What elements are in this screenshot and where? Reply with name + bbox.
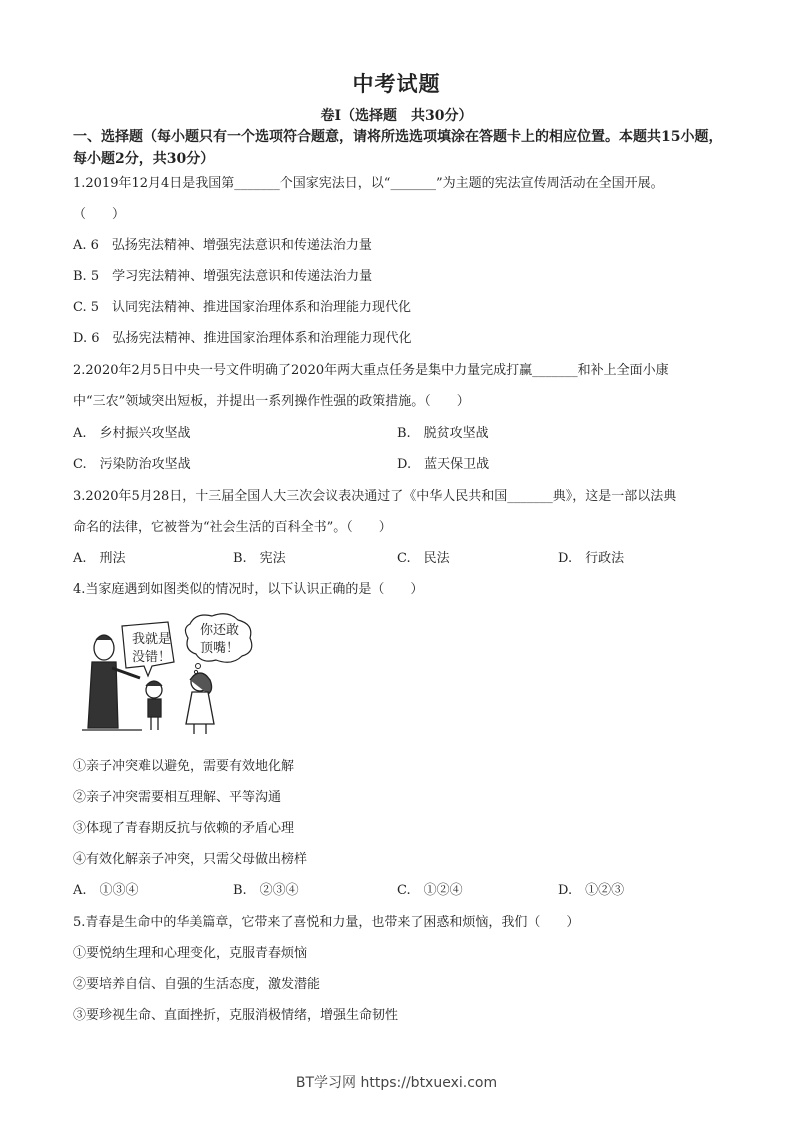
q4-option-d: D. ①②③ [558, 883, 625, 898]
mother-speech-text-line2: 顶嘴！ [200, 641, 240, 656]
mother-figure [186, 673, 214, 734]
mother-speech-text-line1: 你还敢 [200, 623, 240, 638]
section-heading: 一、选择题（每小题只有一个选项符合题意，请将所选选项填涂在答题卡上的相应位置。本题共15小题，每小题2分，共30分） [73, 129, 723, 167]
q1-option-a: A. 6 弘扬宪法精神、增强宪法意识和传递法治力量 [73, 238, 372, 253]
child-speech-text-line2: 没错！ [132, 650, 172, 665]
q4-option-a: A. ①③④ [73, 883, 139, 898]
q4-statement-3: ③体现了青春期反抗与依赖的矛盾心理 [73, 821, 295, 836]
parent-child-conflict-cartoon [82, 610, 260, 738]
q1-option-d: D. 6 弘扬宪法精神、推进国家治理体系和治理能力现代化 [73, 331, 412, 346]
q5-statement-1: ①要悦纳生理和心理变化，克服青春烦恼 [73, 946, 308, 961]
q3-option-c: C. 民法 [397, 551, 450, 566]
q3-stem-line1: 3.2020年5月28日，十三届全国人大三次会议表决通过了《中华人民共和国_______典》，这是一部以法典 [73, 489, 677, 504]
q2-option-c: C. 污染防治攻坚战 [73, 457, 191, 472]
q2-option-a: A. 乡村振兴攻坚战 [73, 426, 191, 441]
q4-option-c: C. ①②④ [397, 883, 463, 898]
q2-option-d: D. 蓝天保卫战 [397, 457, 490, 472]
q5-statement-3: ③要珍视生命、直面挫折，克服消极情绪，增强生命韧性 [73, 1008, 399, 1023]
q1-option-b: B. 5 学习宪法精神、增强宪法意识和传递法治力量 [73, 269, 373, 284]
site-footer: BT学习网 https://btxuexi.com [295, 1075, 498, 1091]
q3-stem-line2: 命名的法律，它被誉为“社会生活的百科全书”。（ ） [73, 520, 392, 535]
q5-statement-2: ②要培养自信、自强的生活态度，激发潜能 [73, 977, 321, 992]
child-figure [146, 681, 162, 730]
child-speech-bubble [122, 622, 174, 676]
q2-stem-line2: 中“三农”领域突出短板，并提出一系列操作性强的政策措施。（ ） [73, 394, 470, 409]
child-speech-text-line1: 我就是 [132, 632, 172, 647]
q4-option-b: B. ②③④ [233, 883, 299, 898]
q3-option-a: A. 刑法 [73, 551, 126, 566]
q3-option-d: D. 行政法 [558, 551, 625, 566]
q2-option-b: B. 脱贫攻坚战 [397, 426, 489, 441]
q5-stem: 5.青春是生命中的华美篇章，它带来了喜悦和力量，也带来了困惑和烦恼，我们（ ） [73, 915, 580, 930]
exam-title: 中考试题 [352, 71, 441, 96]
q1-option-c: C. 5 认同宪法精神、推进国家治理体系和治理能力现代化 [73, 300, 412, 315]
q1-stem: 1.2019年12月4日是我国第_______个国家宪法日，以“_______”为主题的宪法宣传周活动在全国开展。 [73, 176, 664, 191]
q4-statement-2: ②亲子冲突需要相互理解、平等沟通 [73, 790, 282, 805]
q1-answer-paren: （ ） [73, 207, 126, 222]
q4-statement-1: ①亲子冲突难以避免，需要有效地化解 [73, 759, 295, 774]
q4-stem: 4.当家庭遇到如图类似的情况时，以下认识正确的是（ ） [73, 582, 424, 597]
q4-statement-4: ④有效化解亲子冲突，只需父母做出榜样 [73, 852, 308, 867]
q3-option-b: B. 宪法 [233, 551, 286, 566]
q2-stem-line1: 2.2020年2月5日中央一号文件明确了2020年两大重点任务是集中力量完成打赢_______和补上全面小康 [73, 363, 669, 378]
volume-subtitle: 卷Ⅰ（选择题 共30分） [320, 108, 473, 124]
